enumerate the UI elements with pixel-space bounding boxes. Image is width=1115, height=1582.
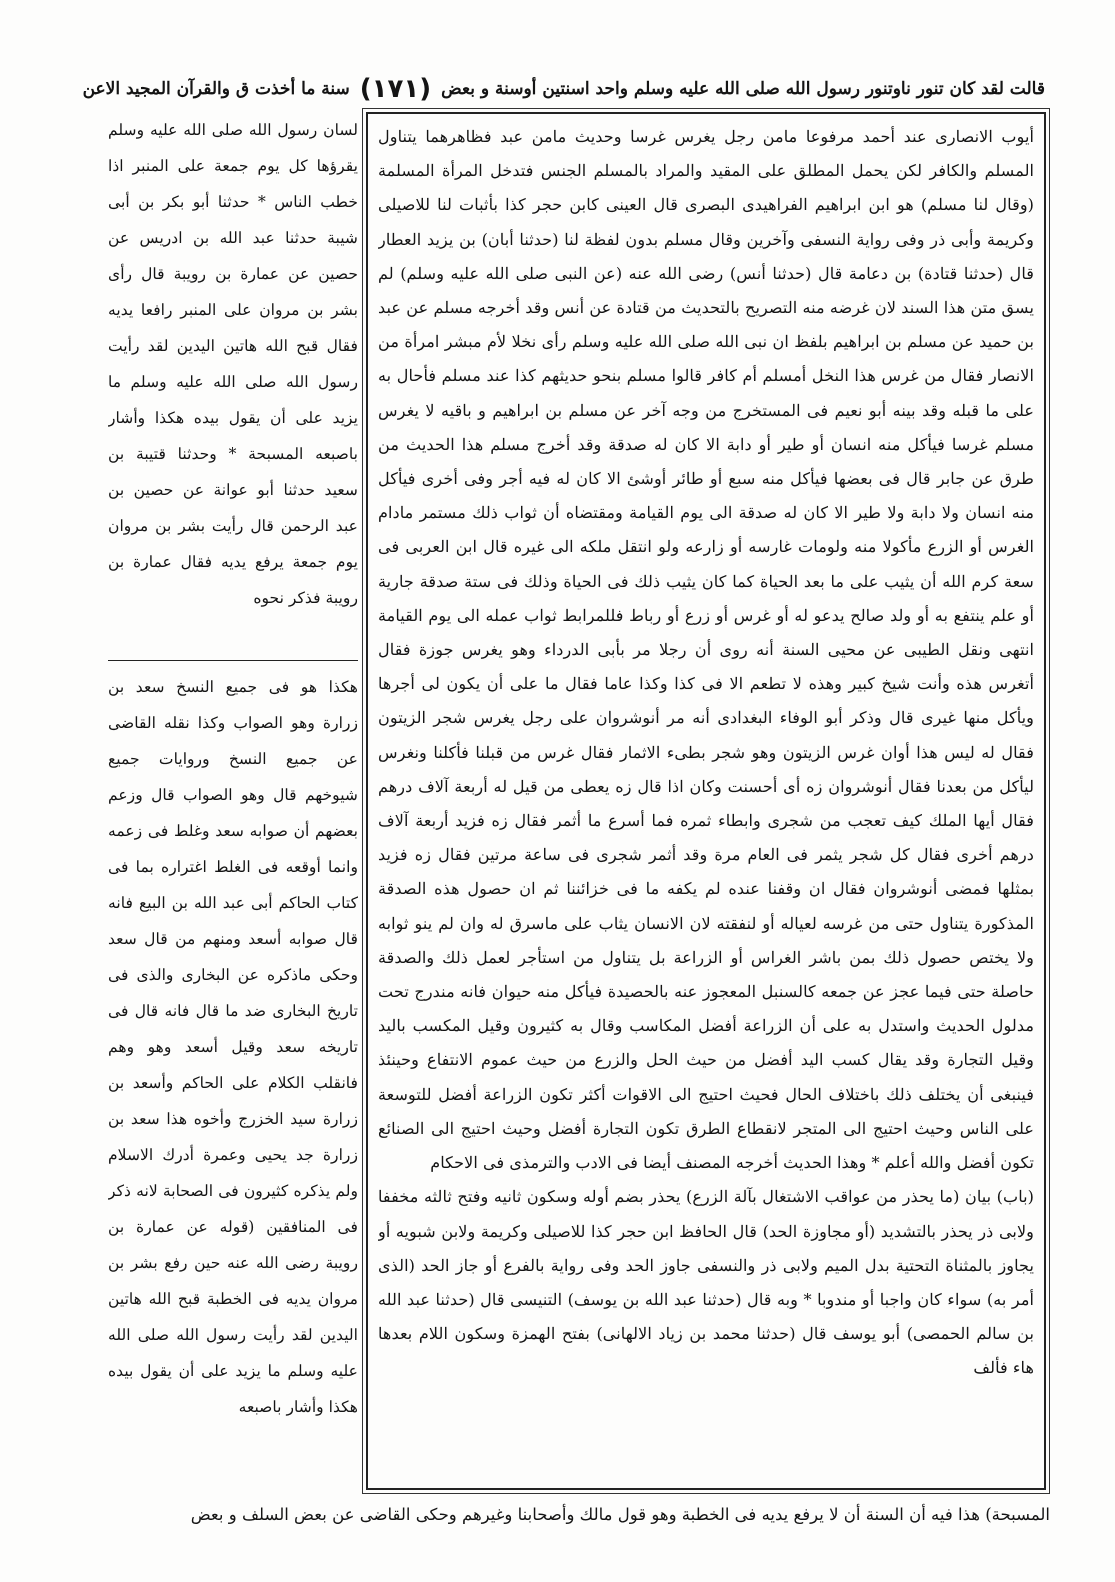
main-commentary-frame: [366, 112, 1046, 1490]
margin-column: [108, 112, 358, 1489]
running-margin-title: سنة ما أخذت ق والقرآن المجيد الاعن: [82, 79, 350, 99]
commentary-paragraph: (باب) بيان (ما يحذر من عواقب الاشتغال بآلة الزرع) يحذر بضم أوله وسكون ثانيه وفتح ثالثه مخففا ولابى ذر يحذر بالتشديد (أو مجاوزة الحد) قال الحافظ ابن حجر كذا للاصيلى وكريمة ولابن شبويه أو يجاوز بالمثناة التحتية بدل الميم ولابى ذر والنسفى جاوز الحد وفى رواية بالفرع أو جاز الحد (الذى أمر به) سواء كان واجبا أو مندوبا * وبه قال (حدثنا عبد الله بن يوسف) التنيسى قال (حدثنا عبد الله بن سالم الحمصى) أبو يوسف قال (حدثنا محمد بن زياد الالهانى) بفتح الهمزة وسكون اللام بعدها هاء فألف: [378, 1187, 1034, 1378]
margin-hadith-text: لسان رسول الله صلى الله عليه وسلم يقرؤها كل يوم جمعة على المنبر اذا خطب الناس * حدثنا أبو بكر بن أبى شيبة حدثنا عبد الله بن ادريس عن حصين عن عمارة بن رويبة قال رأى بشر بن مروان على المنبر رافعا يديه فقال قبح الله هاتين اليدين لقد رأيت رسول الله صلى الله عليه وسلم ما يزيد على أن يقول بيده هكذا وأشار باصبعه المسبحة * وحدثنا قتيبة بن سعيد حدثنا أبو عوانة عن حصين بن عبد الرحمن قال رأيت بشر بن مروان يوم جمعة يرفع يديه فقال عمارة بن رويبة فذكر نحوه: [108, 121, 358, 607]
margin-notes-text: هكذا هو فى جميع النسخ سعد بن زرارة وهو الصواب وكذا نقله القاضى عن جميع النسخ وروايات جميع شيوخهم قال وهو الصواب قال وزعم بعضهم أن صوابه سعد وغلط فى زعمه وانما أوقعه فى الغلط اغتراره بما فى كتاب الحاكم أبى عبد الله بن البيع فانه قال صوابه أسعد ومنهم من قال سعد وحكى ماذكره عن البخارى والذى فى تاريخ البخارى ضد ما قال فانه قال فى تاريخه سعد وقيل أسعد وهو وهم فانقلب الكلام على الحاكم وأسعد بن زرارة سيد الخزرج وأخوه هذا سعد بن زرارة جد يحيى وعمرة أدرك الاسلام ولم يذكره كثيرون فى الصحابة لانه ذكر فى المنافقين (قوله عن عمارة بن رويبة رضى الله عنه حين رفع بشر بن مروان يديه فى الخطبة قبح الله هاتين اليدين لقد رأيت رسول الله صلى الله عليه وسلم ما يزيد على أن يقول بيده هكذا وأشار باصبعه: [108, 678, 358, 1416]
running-title: قالت لقد كان تنور ناوتنور رسول الله صلى الله عليه وسلم واحد اسنتين أوسنة و بعض: [441, 79, 1045, 99]
page-footer-text: المسبحة) هذا فيه أن السنة أن لا يرفع يديه فى الخطبة وهو قول مالك وأصحابنا وغيرهم وحكى القاضى عن بعض السلف و بعض: [190, 1505, 1050, 1524]
margin-divider: [108, 660, 358, 661]
commentary-paragraph: أيوب الانصارى عند أحمد مرفوعا مامن رجل يغرس غرسا وحديث مامن عبد فظاهرهما يتناول المسلم والكافر لكن يحمل المطلق على المقيد والمراد بالمسلم الجنس فتدخل المرأة المسلمة (وقال لنا مسلم) هو ابن ابراهيم الفراهيدى البصرى قال العينى كابن حجر كذا بأثبات لنا للاصيلى وكريمة وأبى ذر وفى رواية النسفى وآخرين وقال مسلم بدون لفظة لنا (حدثنا أبان) بن يزيد العطار قال (حدثنا قتادة) بن دعامة قال (حدثنا أنس) رضى الله عنه (عن النبى صلى الله عليه وسلم) لم يسق متن هذا السند لان غرضه منه التصريح بالتحديث من قتادة عن أنس وقد أخرجه مسلم عن عبد بن حميد عن مسلم بن ابراهيم بلفظ ان نبى الله صلى الله عليه وسلم رأى نخلا لأم مبشر امرأة من الانصار فقال من غرس هذا النخل أمسلم أم كافر قالوا مسلم بنحو حديثهم كذا عند مسلم فأحال به على ما قبله وقد بينه أبو نعيم فى المستخرج من وجه آخر عن مسلم بن ابراهيم و باقيه لا يغرس مسلم غرسا فيأكل منه انسان أو طير أو دابة الا كان له صدقة وقد أخرج مسلم هذا الحديث من طرق عن جابر قال فى بعضها فيأكل منه سبع أو طائر أوشئ الا كان له فيه أجر وفى أخرى فيأكل منه انسان ولا دابة ولا طير الا كان له صدقة الى يوم القيامة ومقتضاه أن ثواب ذلك مستمر مادام الغرس أو الزرع مأكولا منه ولومات غارسه أو زارعه ولو انتقل ملكه الى غيره قال ابن العربى فى سعة كرم الله أن يثيب على ما بعد الحياة كما كان يثيب ذلك فى الحياة وذلك فى ستة صدقة جارية أو علم ينتفع به أو ولد صالح يدعو له أو غرس أو زرع أو رباط فللمرابط ثواب عمله الى يوم القيامة انتهى ونقل الطيبى عن محيى السنة أنه روى أن رجلا مر بأبى الدرداء وهو يغرس جوزة فقال أتغرس هذه وأنت شيخ كبير وهذه لا تطعم الا فى كذا وكذا عاما فقال ما على أن يكون لى أجرها ويأكل منها غيرى قال وذكر أبو الوفاء البغدادى أنه مر أنوشروان على رجل يغرس شجر الزيتون فقال له ليس هذا أوان غرس الزيتون وهو شجر بطىء الاثمار فقال غرس من قبلنا فأكلنا ونغرس ليأكل من بعدنا فقال أنوشروان زه أى أحسنت وكان اذا قال زه يعطى من قيل له أربعة آلاف درهم فقال أيها الملك كيف تعجب من شجرى وابطاء ثمره فما أسرع ما أثمر فقال زه فزيد أربعة آلاف درهم أخرى فقال كل شجر يثمر فى العام مرة وقد أثمر شجرى فى ساعة مرتين فقال زه فزيد بمثلها فمضى أنوشروان فقال ان وقفنا عنده لم يكفه ما فى خزائننا ثم ان حصول هذه الصدقة المذكورة يتناول حتى من غرسه لعياله أو لنفقته لان الانسان يثاب على ماسرق له وان لم ينو ثوابه ولا يختص حصول ذلك بمن باشر الغراس أو الزراعة بل يتناول من استأجر لعمل ذلك والصدقة حاصلة حتى فيما عجز عن جمعه كالسنبل المعجوز عنه بالحصيدة فيأكل منه حيوان فانه مندرج تحت مدلول الحديث واستدل به على أن الزراعة أفضل المكاسب وقال به كثيرون وقيل المكسب باليد وقيل التجارة وقد يقال كسب اليد أفضل من حيث الحل والزرع من حيث عموم الانتفاع وحينئذ فينبغى أن يختلف ذلك باختلاف الحال فحيث احتيج الى الاقوات أكثر تكون الزراعة أفضل للتوسعة على الناس وحيث احتيج الى المتجر لانقطاع الطرق تكون التجارة أفضل وحيث احتيج الى الصنائع تكون أفضل والله أعلم * وهذا الحديث أخرجه المصنف أيضا فى الادب والترمذى فى الاحكام: [378, 127, 1034, 1173]
page-header: [82, 72, 1045, 106]
page-number: (١٧١): [359, 74, 432, 104]
main-commentary-text: [378, 120, 1034, 1482]
